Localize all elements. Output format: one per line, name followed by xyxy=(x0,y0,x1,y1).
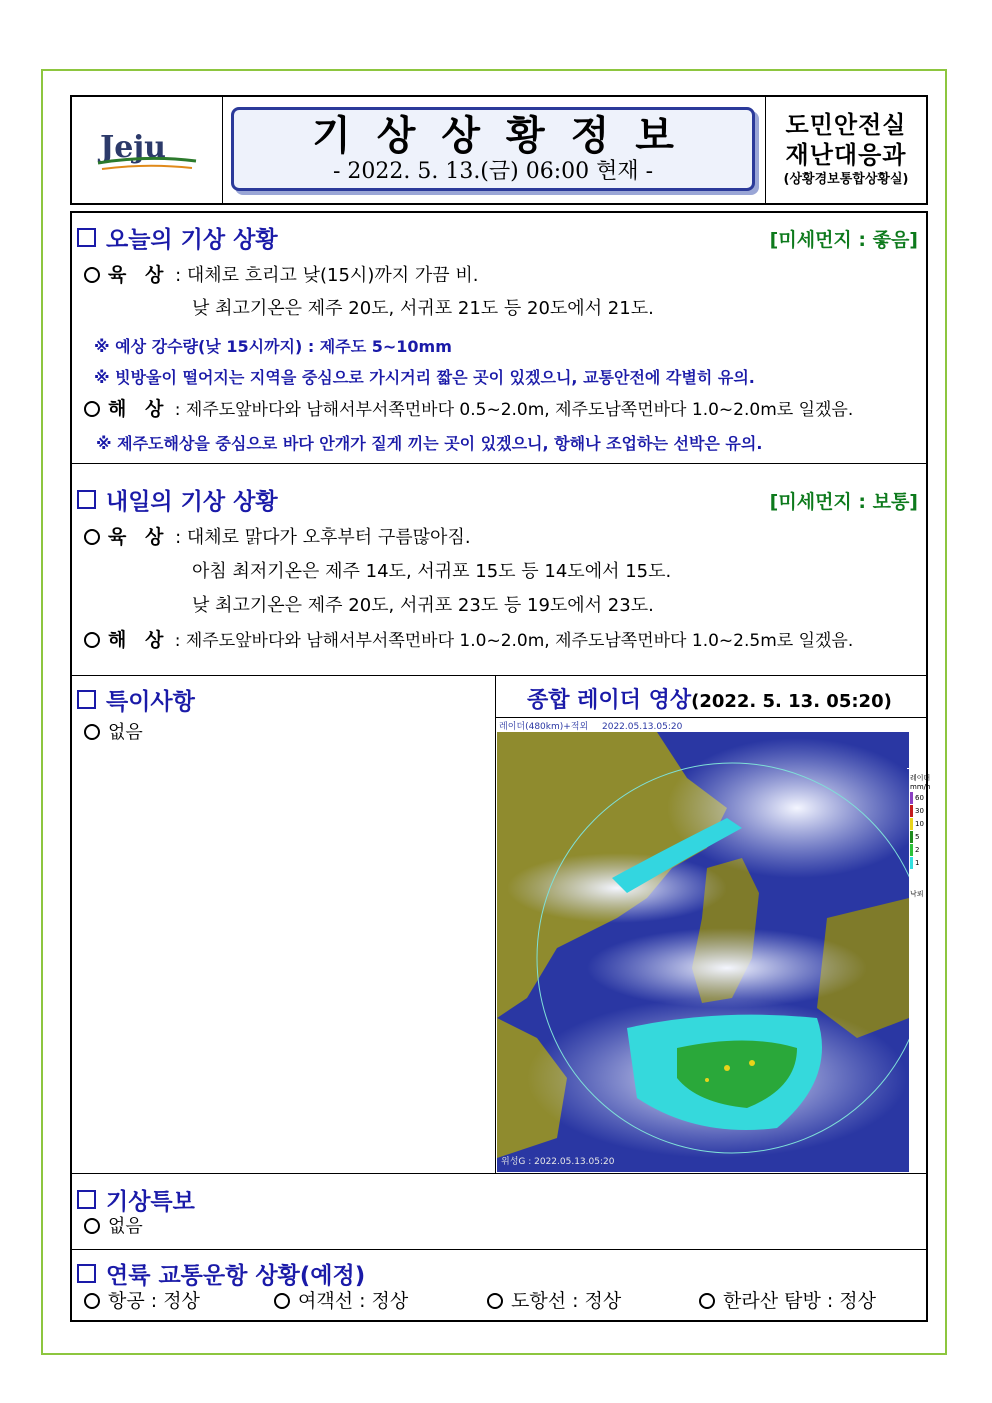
checkbox-icon xyxy=(77,490,96,509)
jeju-logo xyxy=(72,97,223,203)
today-sea: 해 상 : 제주도앞바다와 남해서부서쪽먼바다 0.5~2.0m, 제주도남쪽먼바다 1.0~2.0m로 일겠음. xyxy=(84,397,853,422)
circle-bullet-icon xyxy=(274,1293,290,1309)
radar-image xyxy=(497,718,909,1172)
tomorrow-land: 육 상 : 대체로 맑다가 오후부터 구름많아짐. xyxy=(84,525,471,550)
tomorrow-land-2: 아침 최저기온은 제주 14도, 서귀포 15도 등 14도에서 15도. xyxy=(192,561,672,582)
today-note1: ※ 예상 강수량(낮 15시까지) : 제주도 5~10mm xyxy=(94,337,452,356)
radar-legend xyxy=(910,773,931,899)
radar-title: 종합 레이더 영상(2022. 5. 13. 05:20) xyxy=(527,688,892,713)
circle-bullet-icon xyxy=(84,1218,100,1234)
tomorrow-land-3: 낮 최고기온은 제주 20도, 서귀포 23도 등 19도에서 23도. xyxy=(192,595,654,616)
checkbox-icon xyxy=(77,1264,96,1283)
legend-item xyxy=(910,843,926,856)
circle-bullet-icon xyxy=(84,529,100,545)
dept-line2: 재난대응과 xyxy=(785,141,907,169)
legend-value: 60 xyxy=(915,793,924,802)
legend-unit: mm/h xyxy=(910,783,931,791)
warning-heading: 기상특보 xyxy=(77,1183,195,1216)
page-subtitle: - 2022. 5. 13.(금) 06:00 현재 - xyxy=(332,159,654,184)
circle-bullet-icon xyxy=(84,267,100,283)
title-cell xyxy=(223,97,765,203)
legend-extra: 낙뢰 xyxy=(910,890,924,898)
svg-text:위성G : 2022.05.13.05:20: 위성G : 2022.05.13.05:20 xyxy=(501,1157,615,1167)
divider xyxy=(72,1173,926,1174)
legend-title: 레이더 xyxy=(910,774,931,782)
today-heading: 오늘의 기상 상황 xyxy=(77,221,278,254)
traffic-air: 항공 : 정상 xyxy=(84,1286,200,1313)
legend-item xyxy=(910,817,926,830)
special-heading: 특이사항 xyxy=(77,683,195,716)
radar-map-graphic xyxy=(497,718,909,1172)
tomorrow-sea: 해 상 : 제주도앞바다와 남해서부서쪽먼바다 1.0~2.0m, 제주도남쪽먼바다 1.0~2.5m로 일겠음. xyxy=(84,628,853,653)
tomorrow-heading: 내일의 기상 상황 xyxy=(77,483,278,516)
traffic-hallasan: 한라산 탐방 : 정상 xyxy=(699,1286,876,1313)
legend-value: 30 xyxy=(915,806,924,815)
divider xyxy=(72,675,926,676)
today-dust: [미세먼지 : 좋음] xyxy=(769,229,918,251)
svg-text:레이더(480km)+적외: 레이더(480km)+적외 xyxy=(499,722,589,732)
dept-line3: (상황경보통합상황실) xyxy=(783,172,909,187)
today-note3: ※ 제주도해상을 중심으로 바다 안개가 짙게 끼는 곳이 있겠으니, 항해나 조업하는 선박은 유의. xyxy=(96,434,763,453)
legend-item xyxy=(910,804,926,817)
jeju-logo-icon xyxy=(92,125,202,175)
page-title: 기상상황정보 xyxy=(312,113,700,159)
circle-bullet-icon xyxy=(84,724,100,740)
today-land-2: 낮 최고기온은 제주 20도, 서귀포 21도 등 20도에서 21도. xyxy=(192,298,654,319)
tomorrow-dust: [미세먼지 : 보통] xyxy=(769,491,918,513)
traffic-island-ship: 도항선 : 정상 xyxy=(487,1286,621,1313)
circle-bullet-icon xyxy=(487,1293,503,1309)
svg-text:2022.05.13.05:20: 2022.05.13.05:20 xyxy=(602,722,683,732)
circle-bullet-icon xyxy=(84,632,100,648)
legend-item xyxy=(910,856,926,869)
divider-vertical xyxy=(495,675,496,1173)
warning-item: 없음 xyxy=(84,1215,143,1239)
checkbox-icon xyxy=(77,690,96,709)
today-note2: ※ 빗방울이 떨어지는 지역을 중심으로 가시거리 짧은 곳이 있겠으니, 교통안전에 각별히 유의. xyxy=(94,368,755,387)
legend-swatch xyxy=(910,805,913,817)
traffic-ship: 여객선 : 정상 xyxy=(274,1286,408,1313)
legend-value: 10 xyxy=(915,819,924,828)
legend-swatch xyxy=(910,831,913,843)
legend-item xyxy=(910,791,926,804)
svg-text:Jeju: Jeju xyxy=(100,130,166,165)
legend-value: 1 xyxy=(915,858,920,867)
legend-value: 5 xyxy=(915,832,920,841)
today-land: 육 상 : 대체로 흐리고 낮(15시)까지 가끔 비. xyxy=(84,263,478,288)
divider xyxy=(72,463,926,464)
circle-bullet-icon xyxy=(699,1293,715,1309)
dept-line1: 도민안전실 xyxy=(785,111,907,139)
department xyxy=(765,97,926,203)
legend-item xyxy=(910,830,926,843)
legend-swatch xyxy=(910,818,913,830)
checkbox-icon xyxy=(77,1190,96,1209)
title-box xyxy=(231,107,755,191)
legend-swatch xyxy=(910,857,913,869)
legend-value: 2 xyxy=(915,845,920,854)
special-item: 없음 xyxy=(84,721,143,745)
legend-swatch xyxy=(910,792,913,804)
traffic-heading: 연륙 교통운항 상황(예정) xyxy=(77,1257,365,1290)
legend-swatch xyxy=(910,844,913,856)
circle-bullet-icon xyxy=(84,401,100,417)
main-content xyxy=(70,211,931,1322)
circle-bullet-icon xyxy=(84,1293,100,1309)
checkbox-icon xyxy=(77,228,96,247)
document-header xyxy=(70,95,928,205)
divider xyxy=(72,1249,926,1250)
